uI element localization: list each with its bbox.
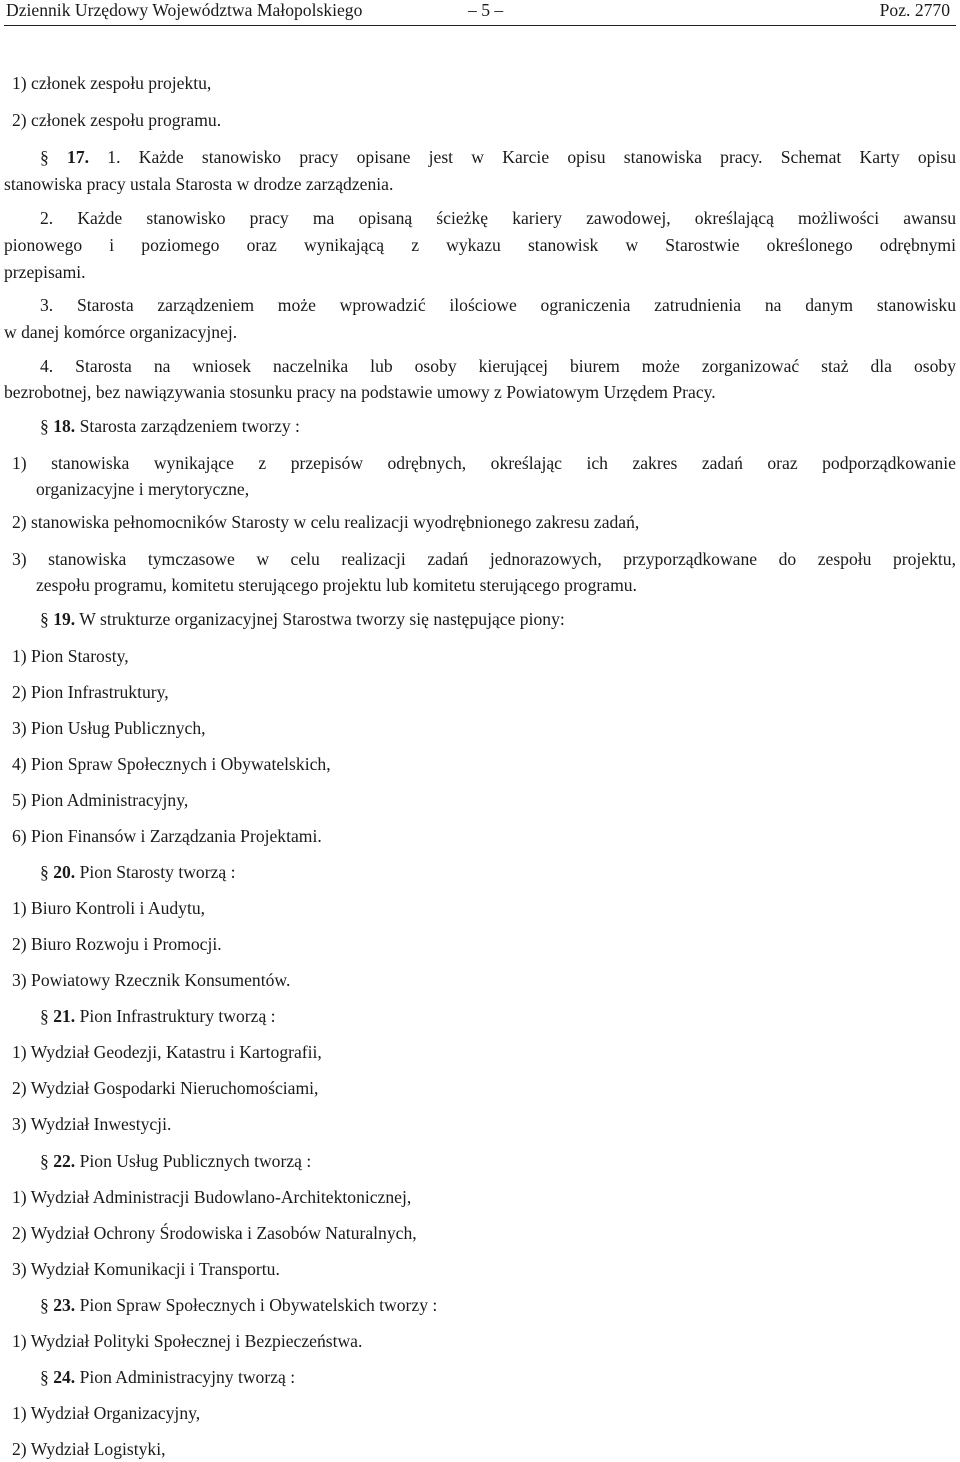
section-title: Pion Starosty tworzą : [79, 862, 236, 882]
list-item: 4) Pion Spraw Społecznych i Obywatelskich, [12, 754, 331, 774]
section-number: 19. [53, 609, 76, 629]
list-item: 5) Pion Administracyjny, [12, 790, 189, 810]
section-title: Pion Administracyjny tworzą : [79, 1367, 296, 1387]
section-21-heading [40, 1006, 276, 1026]
paragraph-text: 2. Każde stanowisko pracy ma opisaną ścieżkę kariery zawodowej, określającą możliwości awansu [40, 208, 956, 228]
section-sign: § [40, 1367, 49, 1387]
section-title: Pion Infrastruktury tworzą : [79, 1006, 276, 1026]
section-sign: § [40, 416, 49, 436]
list-item: 3) stanowiska tymczasowe w celu realizacji zadań jednorazowych, przyporządkowane do zespołu projektu, [12, 549, 956, 569]
section-number: 22. [53, 1151, 76, 1171]
list-item: 2) Wydział Gospodarki Nieruchomościami, [12, 1078, 319, 1098]
section-number: 17. [67, 147, 90, 167]
section-22-heading [40, 1151, 311, 1171]
list-item: 6) Pion Finansów i Zarządzania Projektami. [12, 826, 322, 846]
list-item: 3) Powiatowy Rzecznik Konsumentów. [12, 970, 291, 990]
list-item: 3) Pion Usług Publicznych, [12, 718, 206, 738]
list-item: 2) Wydział Ochrony Środowiska i Zasobów Naturalnych, [12, 1223, 417, 1243]
list-item: 1) Wydział Administracji Budowlano-Architektonicznej, [12, 1187, 412, 1207]
list-item: 1) członek zespołu projektu, [12, 73, 212, 93]
list-item: 1) Wydział Geodezji, Katastru i Kartografii, [12, 1042, 322, 1062]
list-item: 2) Pion Infrastruktury, [12, 682, 169, 702]
paragraph-text: przepisami. [4, 262, 86, 282]
section-sign: § [40, 147, 49, 167]
position-number: Poz. 2770 [879, 0, 950, 20]
section-sign: § [40, 1151, 49, 1171]
section-number: 21. [53, 1006, 76, 1026]
section-number: 23. [53, 1295, 76, 1315]
section-number: 24. [53, 1367, 76, 1387]
list-item: 3) Wydział Inwestycji. [12, 1114, 172, 1134]
list-item: 1) Biuro Kontroli i Audytu, [12, 898, 206, 918]
paragraph-text: 3. Starosta zarządzeniem może wprowadzić ilościowe ograniczenia zatrudnienia na danym stanowisku [40, 295, 956, 315]
paragraph-text: 4. Starosta na wniosek naczelnika lub osoby kierującej biurem może zorganizować staż dla osoby [40, 356, 956, 376]
section-24-heading [40, 1367, 295, 1387]
section-title: Pion Spraw Społecznych i Obywatelskich tworzy : [79, 1295, 438, 1315]
list-item: 1) Wydział Polityki Społecznej i Bezpieczeństwa. [12, 1331, 363, 1351]
paragraph-text: w danej komórce organizacyjnej. [4, 322, 238, 342]
section-18-heading [40, 416, 300, 436]
section-17-para-1 [4, 147, 956, 167]
list-item-continued: zespołu programu, komitetu sterującego projektu lub komitetu sterującego programu. [36, 575, 637, 595]
paragraph-text: 1. Każde stanowisko pracy opisane jest w Karcie opisu stanowiska pracy. Schemat Karty opisu [107, 147, 956, 167]
list-item: 2) Biuro Rozwoju i Promocji. [12, 934, 222, 954]
paragraph-text: stanowiska pracy ustala Starosta w drodze zarządzenia. [4, 174, 394, 194]
list-item: 3) Wydział Komunikacji i Transportu. [12, 1259, 280, 1279]
list-item: 2) stanowiska pełnomocników Starosty w celu realizacji wyodrębnionego zakresu zadań, [12, 512, 640, 532]
section-title: Starosta zarządzeniem tworzy : [79, 416, 300, 436]
paragraph-text: pionowego i poziomego oraz wynikającą z wykazu stanowisk w Starostwie określonego odrębnymi [4, 235, 956, 255]
section-23-heading [40, 1295, 437, 1315]
section-title: Pion Usług Publicznych tworzą : [79, 1151, 312, 1171]
list-item: 2) członek zespołu programu. [12, 110, 222, 130]
section-19-heading [40, 609, 565, 629]
section-title: W strukturze organizacyjnej Starostwa tworzy się następujące piony: [79, 609, 565, 629]
section-20-heading [40, 862, 236, 882]
section-number: 18. [53, 416, 76, 436]
journal-title: Dziennik Urzędowy Województwa Małopolskiego [6, 0, 363, 20]
section-number: 20. [53, 862, 76, 882]
list-item: 1) stanowiska wynikające z przepisów odrębnych, określając ich zakres zadań oraz podporządkowanie [12, 453, 956, 473]
list-item: 1) Wydział Organizacyjny, [12, 1403, 201, 1423]
list-item: 1) Pion Starosty, [12, 646, 129, 666]
paragraph-text: bezrobotnej, bez nawiązywania stosunku pracy na podstawie umowy z Powiatowym Urzędem Pracy. [4, 382, 716, 402]
section-sign: § [40, 1006, 49, 1026]
section-sign: § [40, 1295, 49, 1315]
section-sign: § [40, 609, 49, 629]
page-header [4, 0, 956, 26]
list-item-continued: organizacyjne i merytoryczne, [36, 479, 250, 499]
page-number: – 5 – [468, 0, 504, 20]
section-sign: § [40, 862, 49, 882]
list-item: 2) Wydział Logistyki, [12, 1439, 166, 1459]
